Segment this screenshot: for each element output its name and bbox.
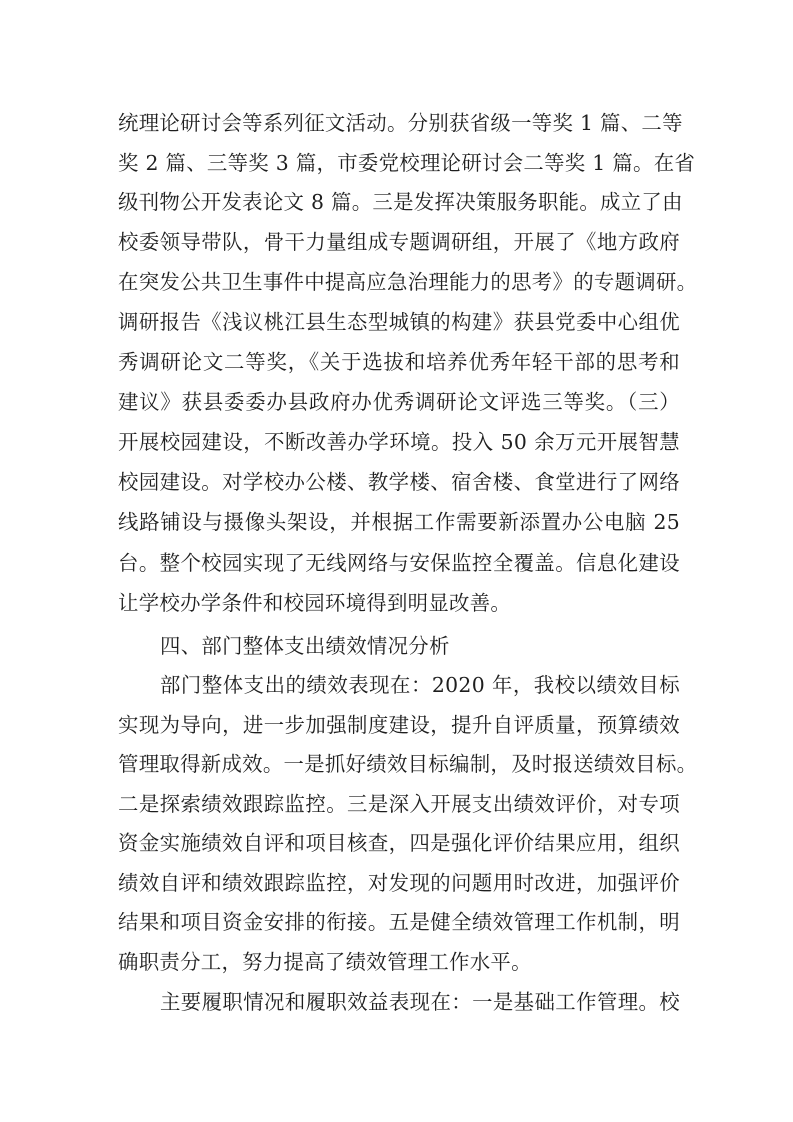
body-line: 确职责分工，努力提高了绩效管理工作水平。 xyxy=(118,950,532,974)
body-line: 秀调研论文二等奖，《关于选拔和培养优秀年轻干部的思考和 xyxy=(118,350,680,374)
body-line: 结果和项目资金安排的衔接。五是健全绩效管理工作机制，明 xyxy=(118,910,680,934)
section-heading: 四、部门整体支出绩效情况分析 xyxy=(160,634,450,658)
body-line: 调研报告《浅议桃江县生态型城镇的构建》获县党委中心组优 xyxy=(118,310,680,334)
body-line: 统理论研讨会等系列征文活动。分别获省级一等奖 1 篇、二等 xyxy=(118,111,683,135)
body-line: 主要履职情况和履职效益表现在：一是基础工作管理。校 xyxy=(160,990,680,1014)
body-line: 校园建设。对学校办公楼、教学楼、宿舍楼、食堂进行了网络 xyxy=(118,470,680,494)
body-line: 建议》获县委委办县政府办优秀调研论文评选三等奖。（三） xyxy=(118,390,680,414)
body-line: 实现为导向，进一步加强制度建设，提升自评质量，预算绩效 xyxy=(118,713,680,737)
body-line: 绩效自评和绩效跟踪监控，对发现的问题用时改进，加强评价 xyxy=(118,871,680,895)
body-line: 二是探索绩效跟踪监控。三是深入开展支出绩效评价，对专项 xyxy=(118,792,680,816)
body-line: 资金实施绩效自评和项目核查，四是强化评价结果应用，组织 xyxy=(118,831,680,855)
body-line: 部门整体支出的绩效表现在：2020 年，我校以绩效目标 xyxy=(160,673,680,697)
body-line: 管理取得新成效。一是抓好绩效目标编制，及时报送绩效目标。 xyxy=(118,752,698,776)
body-line: 校委领导带队，骨干力量组成专题调研组，开展了《地方政府 xyxy=(118,230,680,254)
body-line: 级刊物公开发表论文 8 篇。三是发挥决策服务职能。成立了由 xyxy=(118,190,683,214)
body-line: 台。整个校园实现了无线网络与安保监控全覆盖。信息化建设 xyxy=(118,551,680,575)
body-line: 开展校园建设，不断改善办学环境。投入 50 余万元开展智慧 xyxy=(118,430,680,454)
body-line: 让学校办学条件和校园环境得到明显改善。 xyxy=(118,591,512,615)
body-line: 在突发公共卫生事件中提高应急治理能力的思考》的专题调研。 xyxy=(118,270,698,294)
body-line: 奖 2 篇、三等奖 3 篇，市委党校理论研讨会二等奖 1 篇。在省 xyxy=(118,151,696,175)
body-line: 线路铺设与摄像头架设，并根据工作需要新添置办公电脑 25 xyxy=(118,510,680,534)
